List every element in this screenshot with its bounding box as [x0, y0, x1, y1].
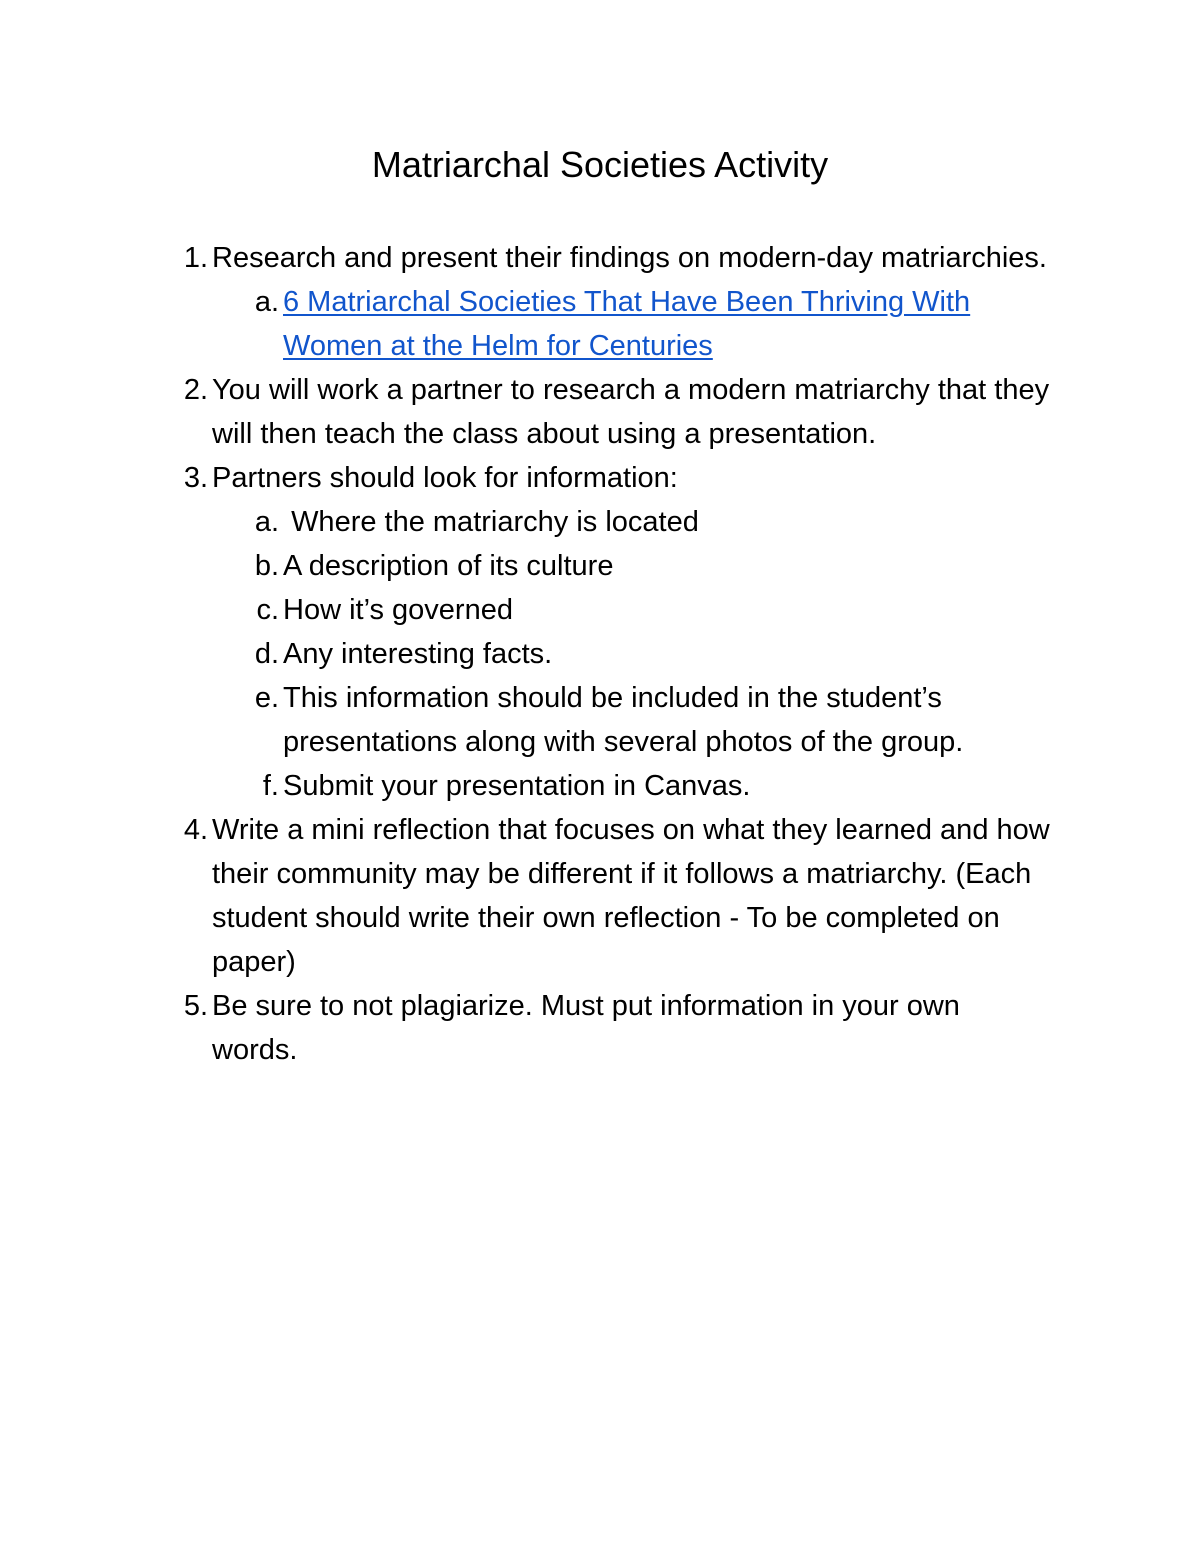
list-item-text: Partners should look for information: [212, 462, 678, 494]
sub-item-text: How it’s governed [283, 594, 513, 626]
sub-item-1a [0, 280, 1053, 368]
sub-item-text: A description of its culture [283, 550, 614, 582]
sub-marker: b. [254, 550, 279, 582]
list-item-2 [0, 368, 1052, 456]
list-item-text: Research and present their findings on modern-day matriarchies. [212, 242, 1047, 274]
sub-item-3e [0, 676, 1053, 764]
article-link[interactable]: 6 Matriarchal Societies That Have Been Thriving With Women at the Helm for Centuries [283, 286, 971, 362]
sub-item-3a [0, 500, 1053, 544]
list-item-text: Write a mini reflection that focuses on what they learned and how their community may be different if it follows a matriarchy. (Each student should write their own reflection - To be completed on paper) [212, 814, 1050, 978]
list-item-text: Be sure to not plagiarize. Must put information in your own words. [212, 990, 960, 1066]
list-item-5 [0, 984, 1052, 1072]
sub-marker: f. [262, 770, 279, 802]
list-marker: 5. [183, 990, 208, 1022]
sub-marker: e. [254, 682, 279, 714]
list-marker: 4. [183, 814, 208, 846]
list-marker: 3. [183, 462, 208, 494]
sub-item-text: Any interesting facts. [283, 638, 553, 670]
sub-item-text: Submit your presentation in Canvas. [283, 770, 751, 802]
document-title: Matriarchal Societies Activity [371, 144, 829, 185]
list-item-text: You will work a partner to research a modern matriarchy that they will then teach the class about using a presentation. [212, 374, 1050, 450]
list-item-3 [0, 456, 1052, 500]
instruction-list [0, 236, 1200, 1072]
list-item-1 [0, 236, 1052, 280]
list-marker: 1. [183, 242, 208, 274]
sub-item-3f [0, 764, 1053, 808]
sub-marker: d. [254, 638, 279, 670]
sub-item-3d [0, 632, 1053, 676]
sub-item-text: This information should be included in the student’s presentations along with several photos of the group. [283, 682, 964, 758]
sub-item-text: Where the matriarchy is located [283, 506, 699, 538]
sub-item-3b [0, 544, 1053, 588]
sub-item-3c [0, 588, 1053, 632]
sub-marker: a. [254, 286, 279, 318]
list-marker: 2. [183, 374, 208, 406]
sub-marker: c. [256, 594, 279, 626]
list-item-4 [0, 808, 1052, 984]
sub-marker: a. [254, 506, 279, 538]
